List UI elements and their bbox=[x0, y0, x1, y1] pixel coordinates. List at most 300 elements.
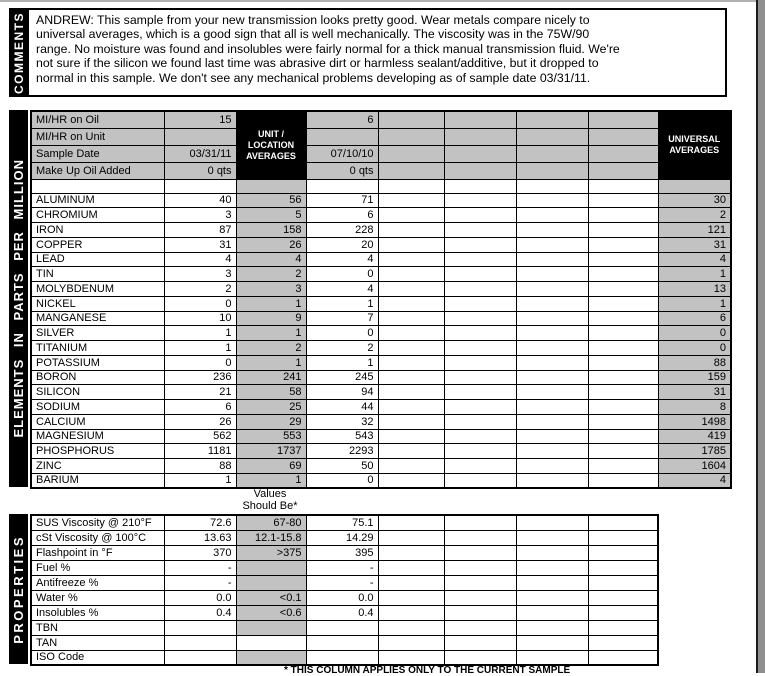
elements-table bbox=[30, 110, 732, 489]
empty-cell bbox=[444, 545, 516, 560]
comments-sidebar bbox=[9, 8, 28, 97]
element-row bbox=[31, 473, 731, 488]
element-name: PHOSPHORUS bbox=[31, 444, 164, 459]
property-should-be: >375 bbox=[236, 545, 306, 560]
comments-line: not sure if the silicon we found last time was abrasive dirt or harmless sealant/additive, but it dropped to bbox=[36, 56, 599, 71]
element-prev-value: 245 bbox=[306, 370, 378, 385]
element-row bbox=[31, 208, 731, 223]
empty-cell bbox=[444, 208, 516, 223]
element-current-value: 0 bbox=[164, 355, 236, 370]
empty-cell bbox=[588, 530, 658, 545]
empty-cell bbox=[444, 145, 516, 162]
element-unit-avg: 1 bbox=[236, 355, 306, 370]
element-name: SILICON bbox=[31, 385, 164, 400]
property-prev-value bbox=[306, 620, 378, 635]
element-row bbox=[31, 267, 731, 282]
empty-cell bbox=[516, 341, 588, 356]
empty-cell bbox=[516, 400, 588, 415]
element-name: IRON bbox=[31, 223, 164, 238]
element-universal-avg: 1 bbox=[658, 296, 731, 311]
element-universal-avg: 1 bbox=[658, 267, 731, 282]
element-unit-avg: 1 bbox=[236, 296, 306, 311]
element-name: MAGNESIUM bbox=[31, 429, 164, 444]
empty-cell bbox=[444, 575, 516, 590]
empty-cell bbox=[164, 179, 236, 193]
empty-cell bbox=[378, 515, 444, 530]
property-row bbox=[31, 590, 658, 605]
empty-cell bbox=[444, 385, 516, 400]
property-name: cSt Viscosity @ 100°C bbox=[31, 530, 164, 545]
element-unit-avg: 3 bbox=[236, 282, 306, 297]
element-row bbox=[31, 429, 731, 444]
info-row bbox=[31, 162, 731, 179]
property-prev-value: 14.29 bbox=[306, 530, 378, 545]
property-should-be bbox=[236, 575, 306, 590]
element-unit-avg: 4 bbox=[236, 252, 306, 267]
empty-cell bbox=[378, 145, 444, 162]
property-current-value bbox=[164, 635, 236, 650]
empty-cell bbox=[444, 223, 516, 238]
element-universal-avg: 159 bbox=[658, 370, 731, 385]
property-current-value: 370 bbox=[164, 545, 236, 560]
element-current-value: 1 bbox=[164, 326, 236, 341]
empty-cell bbox=[444, 111, 516, 128]
property-current-value bbox=[164, 650, 236, 665]
empty-cell bbox=[588, 560, 658, 575]
element-universal-avg: 0 bbox=[658, 341, 731, 356]
empty-cell bbox=[516, 355, 588, 370]
empty-cell bbox=[588, 650, 658, 665]
element-current-value: 236 bbox=[164, 370, 236, 385]
empty-cell bbox=[444, 341, 516, 356]
empty-cell bbox=[444, 429, 516, 444]
empty-cell bbox=[588, 282, 658, 297]
property-prev-value: 0.4 bbox=[306, 605, 378, 620]
element-universal-avg: 4 bbox=[658, 252, 731, 267]
empty-cell bbox=[444, 355, 516, 370]
property-row bbox=[31, 515, 658, 530]
property-current-value: 0.0 bbox=[164, 590, 236, 605]
property-current-value: 13.63 bbox=[164, 530, 236, 545]
empty-cell bbox=[378, 223, 444, 238]
empty-cell bbox=[588, 223, 658, 238]
empty-cell bbox=[516, 575, 588, 590]
empty-cell bbox=[588, 355, 658, 370]
empty-cell bbox=[588, 459, 658, 474]
element-prev-value: 44 bbox=[306, 400, 378, 415]
empty-cell bbox=[444, 515, 516, 530]
element-row bbox=[31, 355, 731, 370]
empty-cell bbox=[516, 282, 588, 297]
empty-cell bbox=[378, 208, 444, 223]
property-current-value bbox=[164, 620, 236, 635]
element-row bbox=[31, 459, 731, 474]
element-prev-value: 94 bbox=[306, 385, 378, 400]
empty-cell bbox=[588, 326, 658, 341]
empty-cell bbox=[444, 530, 516, 545]
property-current-value: - bbox=[164, 575, 236, 590]
empty-cell bbox=[516, 111, 588, 128]
element-current-value: 88 bbox=[164, 459, 236, 474]
info-current-value: 03/31/11 bbox=[164, 145, 236, 162]
properties-sidebar bbox=[9, 514, 28, 664]
empty-cell bbox=[378, 282, 444, 297]
element-name: ALUMINUM bbox=[31, 193, 164, 208]
element-current-value: 1 bbox=[164, 341, 236, 356]
empty-cell bbox=[588, 145, 658, 162]
comments-line: range. No moisture was found and insolubles were fairly normal for a thick manual transmission fluid. We're bbox=[36, 41, 620, 56]
empty-cell bbox=[588, 429, 658, 444]
empty-cell bbox=[378, 370, 444, 385]
empty-cell bbox=[378, 560, 444, 575]
empty-cell bbox=[444, 128, 516, 145]
element-universal-avg: 1785 bbox=[658, 444, 731, 459]
element-universal-avg: 4 bbox=[658, 473, 731, 488]
element-name: TITANIUM bbox=[31, 341, 164, 356]
info-row bbox=[31, 111, 731, 128]
empty-cell bbox=[588, 111, 658, 128]
element-name: NICKEL bbox=[31, 296, 164, 311]
element-universal-avg: 31 bbox=[658, 385, 731, 400]
elements-sidebar-label: ELEMENTS IN PARTS PER MILLION bbox=[11, 159, 26, 438]
element-row bbox=[31, 311, 731, 326]
empty-cell bbox=[378, 252, 444, 267]
empty-cell bbox=[444, 267, 516, 282]
element-unit-avg: 2 bbox=[236, 341, 306, 356]
empty-cell bbox=[516, 590, 588, 605]
property-name: ISO Code bbox=[31, 650, 164, 665]
empty-cell bbox=[516, 414, 588, 429]
property-should-be bbox=[236, 635, 306, 650]
element-unit-avg: 5 bbox=[236, 208, 306, 223]
element-unit-avg: 69 bbox=[236, 459, 306, 474]
empty-cell bbox=[588, 267, 658, 282]
empty-cell bbox=[588, 179, 658, 193]
element-row bbox=[31, 370, 731, 385]
values-note-line2: Should Be* bbox=[242, 500, 298, 512]
element-prev-value: 1 bbox=[306, 296, 378, 311]
empty-cell bbox=[444, 179, 516, 193]
element-prev-value: 50 bbox=[306, 459, 378, 474]
empty-cell bbox=[444, 635, 516, 650]
element-prev-value: 2293 bbox=[306, 444, 378, 459]
property-should-be: 67-80 bbox=[236, 515, 306, 530]
element-name: COPPER bbox=[31, 237, 164, 252]
element-universal-avg: 13 bbox=[658, 282, 731, 297]
info-label: MI/HR on Unit bbox=[31, 128, 164, 145]
element-prev-value: 4 bbox=[306, 282, 378, 297]
property-name: TAN bbox=[31, 635, 164, 650]
empty-cell bbox=[516, 385, 588, 400]
property-row bbox=[31, 650, 658, 665]
property-row bbox=[31, 620, 658, 635]
element-current-value: 3 bbox=[164, 208, 236, 223]
empty-cell bbox=[444, 237, 516, 252]
element-unit-avg: 1737 bbox=[236, 444, 306, 459]
property-row bbox=[31, 605, 658, 620]
info-label: MI/HR on Oil bbox=[31, 111, 164, 128]
element-prev-value: 0 bbox=[306, 473, 378, 488]
page-edge-right bbox=[756, 0, 765, 673]
empty-cell bbox=[378, 620, 444, 635]
element-current-value: 2 bbox=[164, 282, 236, 297]
element-name: MANGANESE bbox=[31, 311, 164, 326]
element-name: CALCIUM bbox=[31, 414, 164, 429]
element-unit-avg: 553 bbox=[236, 429, 306, 444]
empty-cell bbox=[588, 575, 658, 590]
element-prev-value: 4 bbox=[306, 252, 378, 267]
empty-cell bbox=[444, 296, 516, 311]
empty-cell bbox=[236, 179, 306, 193]
element-universal-avg: 6 bbox=[658, 311, 731, 326]
element-name: SILVER bbox=[31, 326, 164, 341]
element-current-value: 10 bbox=[164, 311, 236, 326]
info-row bbox=[31, 128, 731, 145]
element-universal-avg: 8 bbox=[658, 400, 731, 415]
empty-cell bbox=[516, 208, 588, 223]
element-prev-value: 20 bbox=[306, 237, 378, 252]
element-row bbox=[31, 237, 731, 252]
property-should-be bbox=[236, 560, 306, 575]
info-prev-value: 07/10/10 bbox=[306, 145, 378, 162]
element-prev-value: 6 bbox=[306, 208, 378, 223]
element-prev-value: 0 bbox=[306, 267, 378, 282]
element-name: TIN bbox=[31, 267, 164, 282]
comments-line: ANDREW: This sample from your new transmission looks pretty good. Wear metals compare nicely to bbox=[36, 13, 590, 27]
info-prev-value bbox=[306, 128, 378, 145]
element-current-value: 3 bbox=[164, 267, 236, 282]
property-should-be: <0.6 bbox=[236, 605, 306, 620]
empty-cell bbox=[378, 473, 444, 488]
empty-cell bbox=[588, 473, 658, 488]
empty-cell bbox=[444, 193, 516, 208]
property-row bbox=[31, 635, 658, 650]
empty-cell bbox=[444, 473, 516, 488]
empty-cell bbox=[516, 326, 588, 341]
values-should-be-note bbox=[235, 488, 305, 512]
empty-cell bbox=[378, 530, 444, 545]
property-prev-value: - bbox=[306, 575, 378, 590]
empty-cell bbox=[444, 560, 516, 575]
empty-cell bbox=[378, 311, 444, 326]
element-unit-avg: 2 bbox=[236, 267, 306, 282]
empty-cell bbox=[516, 128, 588, 145]
empty-cell bbox=[516, 473, 588, 488]
empty-cell bbox=[516, 145, 588, 162]
element-current-value: 0 bbox=[164, 296, 236, 311]
element-name: LEAD bbox=[31, 252, 164, 267]
comments-box bbox=[27, 8, 727, 97]
property-name: Antifreeze % bbox=[31, 575, 164, 590]
property-row bbox=[31, 560, 658, 575]
property-name: Insolubles % bbox=[31, 605, 164, 620]
empty-cell bbox=[378, 444, 444, 459]
property-name: Fuel % bbox=[31, 560, 164, 575]
empty-cell bbox=[516, 635, 588, 650]
element-name: SODIUM bbox=[31, 400, 164, 415]
element-prev-value: 543 bbox=[306, 429, 378, 444]
element-prev-value: 0 bbox=[306, 326, 378, 341]
element-universal-avg: 88 bbox=[658, 355, 731, 370]
empty-cell bbox=[588, 311, 658, 326]
elements-sidebar bbox=[9, 110, 28, 487]
empty-cell bbox=[588, 385, 658, 400]
property-name: TBN bbox=[31, 620, 164, 635]
empty-cell bbox=[444, 444, 516, 459]
empty-cell bbox=[588, 620, 658, 635]
element-unit-avg: 56 bbox=[236, 193, 306, 208]
element-current-value: 4 bbox=[164, 252, 236, 267]
element-row bbox=[31, 326, 731, 341]
info-row bbox=[31, 145, 731, 162]
property-row bbox=[31, 545, 658, 560]
empty-cell bbox=[378, 635, 444, 650]
empty-cell bbox=[516, 311, 588, 326]
element-universal-avg: 1498 bbox=[658, 414, 731, 429]
empty-cell bbox=[444, 590, 516, 605]
empty-cell bbox=[378, 237, 444, 252]
empty-cell bbox=[516, 267, 588, 282]
empty-cell bbox=[444, 326, 516, 341]
empty-cell bbox=[516, 252, 588, 267]
empty-cell bbox=[588, 414, 658, 429]
element-current-value: 1 bbox=[164, 473, 236, 488]
element-row bbox=[31, 282, 731, 297]
element-name: ZINC bbox=[31, 459, 164, 474]
element-name: BARIUM bbox=[31, 473, 164, 488]
element-row bbox=[31, 341, 731, 356]
empty-cell bbox=[588, 128, 658, 145]
empty-cell bbox=[31, 179, 164, 193]
empty-cell bbox=[378, 179, 444, 193]
element-prev-value: 71 bbox=[306, 193, 378, 208]
empty-cell bbox=[378, 162, 444, 179]
element-row bbox=[31, 193, 731, 208]
values-note-line1: Values bbox=[253, 488, 287, 500]
info-label: Make Up Oil Added bbox=[31, 162, 164, 179]
element-unit-avg: 1 bbox=[236, 473, 306, 488]
element-prev-value: 228 bbox=[306, 223, 378, 238]
empty-cell bbox=[378, 459, 444, 474]
property-prev-value bbox=[306, 635, 378, 650]
info-current-value bbox=[164, 128, 236, 145]
empty-cell bbox=[444, 650, 516, 665]
empty-cell bbox=[588, 515, 658, 530]
empty-cell bbox=[378, 296, 444, 311]
element-row bbox=[31, 223, 731, 238]
element-current-value: 26 bbox=[164, 414, 236, 429]
element-universal-avg: 31 bbox=[658, 237, 731, 252]
element-unit-avg: 9 bbox=[236, 311, 306, 326]
element-current-value: 21 bbox=[164, 385, 236, 400]
page-edge-top bbox=[0, 0, 765, 2]
element-unit-avg: 25 bbox=[236, 400, 306, 415]
property-should-be bbox=[236, 650, 306, 665]
empty-cell bbox=[588, 635, 658, 650]
empty-cell bbox=[306, 179, 378, 193]
property-prev-value bbox=[306, 650, 378, 665]
empty-cell bbox=[444, 400, 516, 415]
property-prev-value: - bbox=[306, 560, 378, 575]
empty-cell bbox=[444, 459, 516, 474]
empty-cell bbox=[378, 590, 444, 605]
element-row bbox=[31, 252, 731, 267]
empty-cell bbox=[378, 128, 444, 145]
property-should-be bbox=[236, 620, 306, 635]
info-current-value: 15 bbox=[164, 111, 236, 128]
element-name: POTASSIUM bbox=[31, 355, 164, 370]
empty-cell bbox=[378, 650, 444, 665]
element-unit-avg: 1 bbox=[236, 326, 306, 341]
empty-cell bbox=[378, 193, 444, 208]
empty-cell bbox=[516, 515, 588, 530]
element-row bbox=[31, 296, 731, 311]
element-name: MOLYBDENUM bbox=[31, 282, 164, 297]
empty-cell bbox=[588, 341, 658, 356]
property-row bbox=[31, 575, 658, 590]
property-prev-value: 0.0 bbox=[306, 590, 378, 605]
element-current-value: 6 bbox=[164, 400, 236, 415]
empty-cell bbox=[588, 193, 658, 208]
element-prev-value: 7 bbox=[306, 311, 378, 326]
spacer-row bbox=[31, 179, 731, 193]
empty-cell bbox=[516, 370, 588, 385]
element-prev-value: 1 bbox=[306, 355, 378, 370]
empty-cell bbox=[588, 400, 658, 415]
empty-cell bbox=[516, 296, 588, 311]
element-current-value: 1181 bbox=[164, 444, 236, 459]
element-unit-avg: 29 bbox=[236, 414, 306, 429]
element-universal-avg: 121 bbox=[658, 223, 731, 238]
empty-cell bbox=[516, 605, 588, 620]
empty-cell bbox=[588, 237, 658, 252]
empty-cell bbox=[588, 162, 658, 179]
empty-cell bbox=[658, 179, 731, 193]
universal-averages-header: UNIVERSAL AVERAGES bbox=[658, 111, 731, 179]
element-current-value: 562 bbox=[164, 429, 236, 444]
empty-cell bbox=[516, 459, 588, 474]
empty-cell bbox=[588, 444, 658, 459]
empty-cell bbox=[588, 590, 658, 605]
empty-cell bbox=[516, 193, 588, 208]
empty-cell bbox=[516, 179, 588, 193]
empty-cell bbox=[444, 252, 516, 267]
property-should-be: 12.1-15.8 bbox=[236, 530, 306, 545]
empty-cell bbox=[378, 545, 444, 560]
element-current-value: 87 bbox=[164, 223, 236, 238]
empty-cell bbox=[516, 650, 588, 665]
empty-cell bbox=[378, 111, 444, 128]
empty-cell bbox=[516, 429, 588, 444]
element-current-value: 31 bbox=[164, 237, 236, 252]
element-unit-avg: 58 bbox=[236, 385, 306, 400]
empty-cell bbox=[378, 400, 444, 415]
empty-cell bbox=[516, 560, 588, 575]
empty-cell bbox=[516, 162, 588, 179]
empty-cell bbox=[588, 545, 658, 560]
element-row bbox=[31, 414, 731, 429]
element-row bbox=[31, 385, 731, 400]
property-prev-value: 395 bbox=[306, 545, 378, 560]
element-row bbox=[31, 400, 731, 415]
empty-cell bbox=[516, 545, 588, 560]
empty-cell bbox=[588, 605, 658, 620]
properties-table bbox=[30, 514, 659, 666]
empty-cell bbox=[588, 296, 658, 311]
empty-cell bbox=[378, 385, 444, 400]
empty-cell bbox=[378, 341, 444, 356]
property-should-be: <0.1 bbox=[236, 590, 306, 605]
